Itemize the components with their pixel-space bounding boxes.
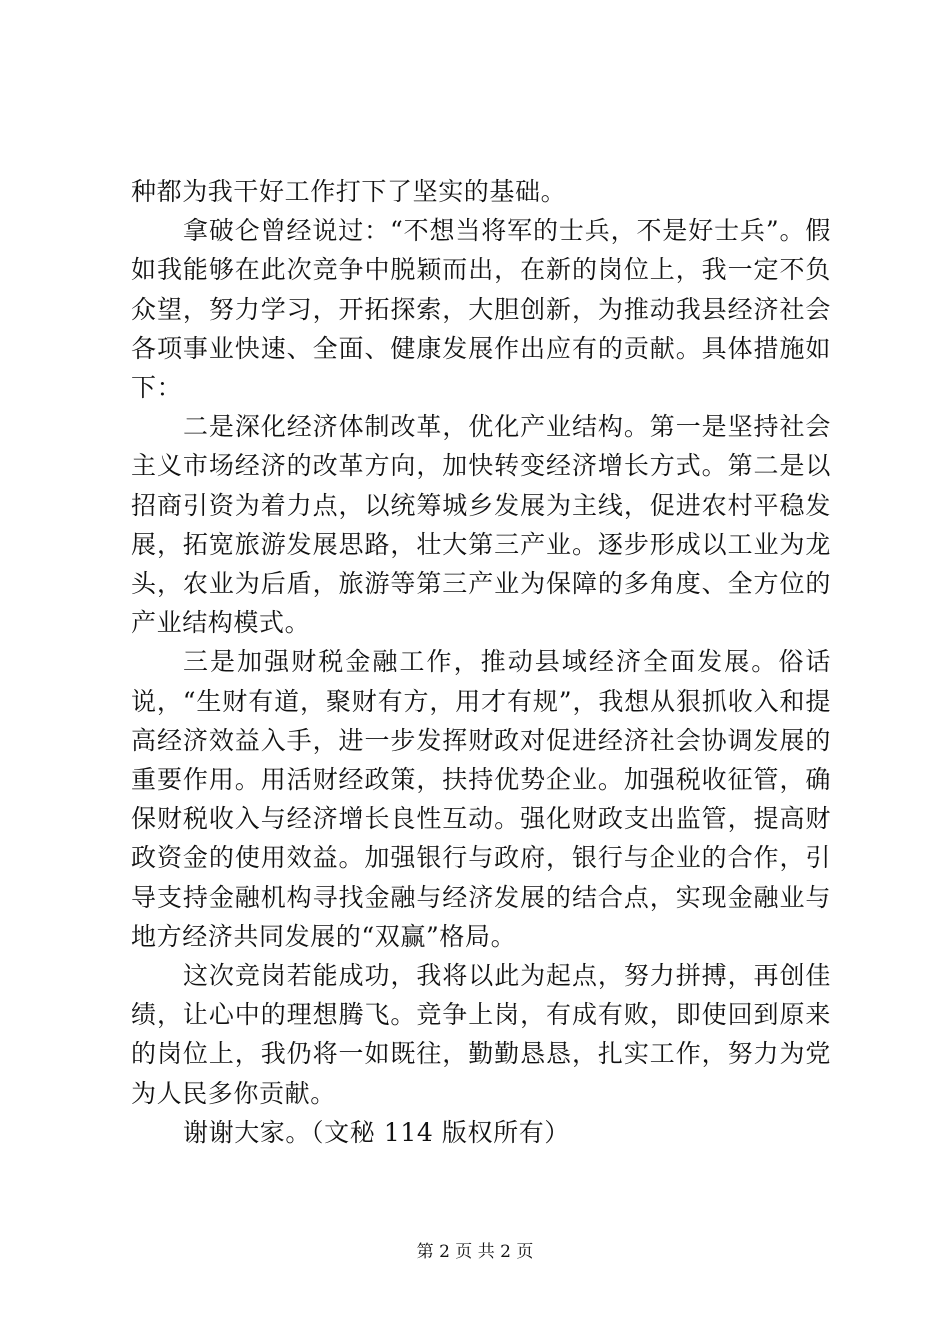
paragraph-4: 三是加强财税金融工作，推动县域经济全面发展。俗话说，“生财有道，聚财有方，用才有规”，我想从狠抓收入和提高经济效益入手，进一步发挥财政对促进经济社会协调发展的重要作用。用活财经政策，扶持优势企业。加强税收征管，确保财税收入与经济增长良性互动。强化财政支出监管，提高财政资金的使用效益。加强银行与政府，银行与企业的合作，引导支持金融机构寻找金融与经济发展的结合点，实现金融业与地方经济共同发展的“双赢”格局。 <box>131 647 831 951</box>
paragraph-5: 这次竞岗若能成功，我将以此为起点，努力拼搏，再创佳绩，让心中的理想腾飞。竞争上岗，有成有败，即使回到原来的岗位上，我仍将一如既往，勤勤恳恳，扎实工作，努力为党为人民多你贡献。 <box>131 961 831 1108</box>
paragraph-2: 拿破仑曾经说过：“不想当将军的士兵，不是好士兵”。假如我能够在此次竞争中脱颖而出，在新的岗位上，我一定不负众望，努力学习，开拓探索，大胆创新，为推动我县经济社会各项事业快速、全面、健康发展作出应有的贡献。具体措施如下： <box>131 216 831 403</box>
page-number-footer: 第 2 页 共 2 页 <box>416 1242 534 1262</box>
document-body <box>131 172 831 1152</box>
paragraph-3: 二是深化经济体制改革，优化产业结构。第一是坚持社会主义市场经济的改革方向，加快转变经济增长方式。第二是以招商引资为着力点，以统筹城乡发展为主线，促进农村平稳发展，拓宽旅游发展思路，壮大第三产业。逐步形成以工业为龙头，农业为后盾，旅游等第三产业为保障的多角度、全方位的产业结构模式。 <box>131 412 831 638</box>
paragraph-1: 种都为我干好工作打下了坚实的基础。 <box>131 177 567 206</box>
paragraph-6: 谢谢大家。（文秘 114 版权所有） <box>183 1117 570 1147</box>
